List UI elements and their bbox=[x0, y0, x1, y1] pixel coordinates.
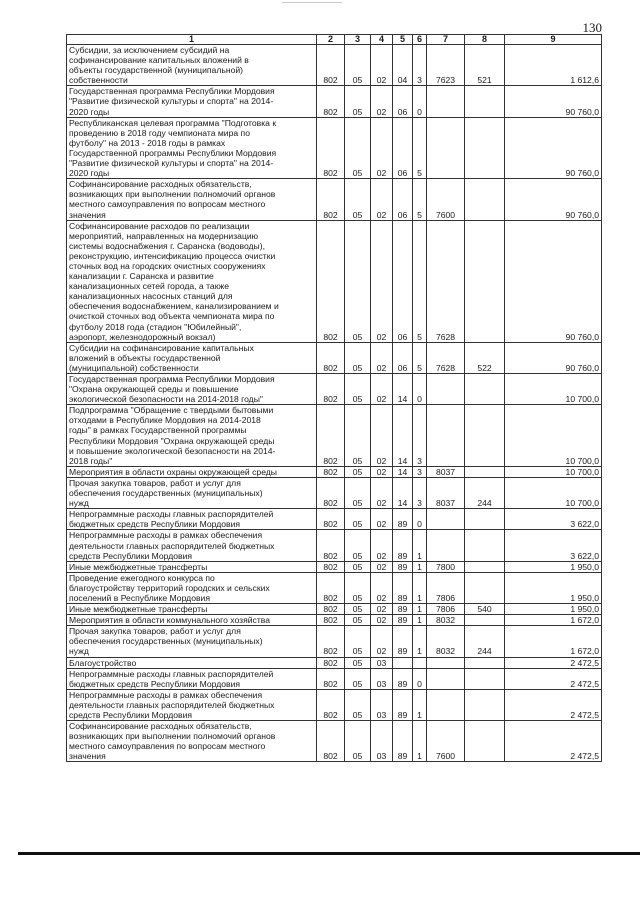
table-row bbox=[67, 374, 602, 405]
direction-cell: 8037 bbox=[427, 466, 465, 477]
amount-cell: 90 760,0 bbox=[505, 220, 602, 342]
table-row bbox=[67, 86, 602, 117]
column-header-9: 9 bbox=[505, 35, 602, 45]
program-cell: 89 bbox=[393, 721, 413, 762]
admin-code-cell: 802 bbox=[317, 626, 345, 657]
table-row bbox=[67, 405, 602, 467]
section-cell: 05 bbox=[345, 721, 371, 762]
program-cell: 06 bbox=[393, 342, 413, 373]
amount-cell: 90 760,0 bbox=[505, 179, 602, 220]
table-row bbox=[67, 604, 602, 615]
column-header-6: 6 bbox=[413, 35, 427, 45]
expense-type-cell bbox=[465, 374, 505, 405]
direction-cell: 7600 bbox=[427, 721, 465, 762]
table-row bbox=[67, 530, 602, 561]
subsection-cell: 02 bbox=[371, 615, 393, 626]
expense-type-cell bbox=[465, 405, 505, 467]
section-cell: 05 bbox=[345, 405, 371, 467]
subsection-cell: 02 bbox=[371, 626, 393, 657]
section-cell: 05 bbox=[345, 668, 371, 689]
amount-cell: 90 760,0 bbox=[505, 117, 602, 179]
amount-cell: 1 612,6 bbox=[505, 45, 602, 86]
section-cell: 05 bbox=[345, 561, 371, 572]
program-cell: 14 bbox=[393, 477, 413, 508]
item-name-cell: Непрограммные расходы в рамках обеспечения деятельности главных распорядителей бюджетных средств Республики Мордовия bbox=[67, 689, 317, 720]
item-name-cell: Государственная программа Республики Мордовия "Охрана окружающей среды и повышение экологической безопасности на 2014-2018 годы" bbox=[67, 374, 317, 405]
expense-type-cell: 244 bbox=[465, 477, 505, 508]
expense-type-cell bbox=[465, 530, 505, 561]
direction-cell: 7600 bbox=[427, 179, 465, 220]
program-cell bbox=[393, 657, 413, 668]
direction-cell bbox=[427, 657, 465, 668]
amount-cell: 2 472,5 bbox=[505, 721, 602, 762]
subsection-cell: 02 bbox=[371, 179, 393, 220]
page-number: 130 bbox=[582, 20, 602, 35]
program-cell: 14 bbox=[393, 466, 413, 477]
program-cell: 89 bbox=[393, 530, 413, 561]
subprogram-cell: 0 bbox=[413, 86, 427, 117]
admin-code-cell: 802 bbox=[317, 179, 345, 220]
amount-cell: 10 700,0 bbox=[505, 477, 602, 508]
expense-type-cell: 244 bbox=[465, 626, 505, 657]
program-cell: 89 bbox=[393, 615, 413, 626]
bottom-border-line bbox=[18, 852, 640, 855]
subsection-cell: 02 bbox=[371, 604, 393, 615]
amount-cell: 2 472,5 bbox=[505, 689, 602, 720]
program-cell: 89 bbox=[393, 561, 413, 572]
direction-cell: 8037 bbox=[427, 477, 465, 508]
item-name-cell: Субсидии на софинансирование капитальных вложений в объекты государственной (муниципальной) собственности bbox=[67, 342, 317, 373]
program-cell: 89 bbox=[393, 689, 413, 720]
program-cell: 14 bbox=[393, 405, 413, 467]
section-cell: 05 bbox=[345, 530, 371, 561]
admin-code-cell: 802 bbox=[317, 86, 345, 117]
subprogram-cell: 3 bbox=[413, 477, 427, 508]
table-header-row bbox=[67, 35, 602, 45]
subsection-cell: 03 bbox=[371, 657, 393, 668]
subprogram-cell: 5 bbox=[413, 179, 427, 220]
table-row bbox=[67, 509, 602, 530]
direction-cell bbox=[427, 509, 465, 530]
program-cell: 06 bbox=[393, 86, 413, 117]
subsection-cell: 02 bbox=[371, 561, 393, 572]
admin-code-cell: 802 bbox=[317, 45, 345, 86]
program-cell: 89 bbox=[393, 604, 413, 615]
direction-cell: 7628 bbox=[427, 342, 465, 373]
amount-cell: 3 622,0 bbox=[505, 509, 602, 530]
direction-cell bbox=[427, 689, 465, 720]
subprogram-cell: 1 bbox=[413, 561, 427, 572]
subsection-cell: 02 bbox=[371, 220, 393, 342]
expense-type-cell bbox=[465, 689, 505, 720]
section-cell: 05 bbox=[345, 572, 371, 603]
direction-cell bbox=[427, 405, 465, 467]
column-header-2: 2 bbox=[317, 35, 345, 45]
direction-cell bbox=[427, 530, 465, 561]
direction-cell bbox=[427, 668, 465, 689]
item-name-cell: Софинансирование расходных обязательств, возникающих при выполнении полномочий органов местного самоуправления по вопросам местного значения bbox=[67, 179, 317, 220]
item-name-cell: Субсидии, за исключением субсидий на софинансирование капитальных вложений в объекты государственной (муниципальной) собственности bbox=[67, 45, 317, 86]
expense-type-cell bbox=[465, 179, 505, 220]
subprogram-cell: 3 bbox=[413, 405, 427, 467]
admin-code-cell: 802 bbox=[317, 668, 345, 689]
subprogram-cell: 1 bbox=[413, 604, 427, 615]
admin-code-cell: 802 bbox=[317, 572, 345, 603]
subprogram-cell: 0 bbox=[413, 668, 427, 689]
expense-type-cell bbox=[465, 117, 505, 179]
subprogram-cell: 1 bbox=[413, 615, 427, 626]
subprogram-cell: 0 bbox=[413, 509, 427, 530]
amount-cell: 1 672,0 bbox=[505, 615, 602, 626]
table-row bbox=[67, 477, 602, 508]
section-cell: 05 bbox=[345, 179, 371, 220]
subsection-cell: 03 bbox=[371, 668, 393, 689]
table-row bbox=[67, 572, 602, 603]
expense-type-cell bbox=[465, 668, 505, 689]
table-row bbox=[67, 689, 602, 720]
section-cell: 05 bbox=[345, 466, 371, 477]
subsection-cell: 02 bbox=[371, 530, 393, 561]
item-name-cell: Непрограммные расходы в рамках обеспечения деятельности главных распорядителей бюджетных средств Республики Мордовия bbox=[67, 530, 317, 561]
subsection-cell: 02 bbox=[371, 509, 393, 530]
section-cell: 05 bbox=[345, 374, 371, 405]
section-cell: 05 bbox=[345, 86, 371, 117]
amount-cell: 1 950,0 bbox=[505, 561, 602, 572]
expense-type-cell bbox=[465, 615, 505, 626]
subprogram-cell: 3 bbox=[413, 45, 427, 86]
item-name-cell: Мероприятия в области охраны окружающей среды bbox=[67, 466, 317, 477]
subsection-cell: 02 bbox=[371, 405, 393, 467]
expense-type-cell bbox=[465, 220, 505, 342]
table-row bbox=[67, 561, 602, 572]
direction-cell: 8032 bbox=[427, 626, 465, 657]
section-cell: 05 bbox=[345, 477, 371, 508]
column-header-3: 3 bbox=[345, 35, 371, 45]
direction-cell: 7806 bbox=[427, 572, 465, 603]
column-header-7: 7 bbox=[427, 35, 465, 45]
program-cell: 06 bbox=[393, 179, 413, 220]
expense-type-cell bbox=[465, 509, 505, 530]
subsection-cell: 02 bbox=[371, 86, 393, 117]
table-row bbox=[67, 615, 602, 626]
item-name-cell: Благоустройство bbox=[67, 657, 317, 668]
item-name-cell: Республиканская целевая программа "Подготовка к проведению в 2018 году чемпионата мира по футболу" на 2013 - 2018 годы в рамках Государственной программы Республики Мордовия "Развитие физической культуры и спорта" на 2014- 2020 годы bbox=[67, 117, 317, 179]
subsection-cell: 03 bbox=[371, 689, 393, 720]
program-cell: 89 bbox=[393, 626, 413, 657]
column-header-8: 8 bbox=[465, 35, 505, 45]
section-cell: 05 bbox=[345, 657, 371, 668]
subsection-cell: 02 bbox=[371, 572, 393, 603]
direction-cell bbox=[427, 374, 465, 405]
section-cell: 05 bbox=[345, 220, 371, 342]
admin-code-cell: 802 bbox=[317, 721, 345, 762]
subprogram-cell: 1 bbox=[413, 626, 427, 657]
amount-cell: 90 760,0 bbox=[505, 342, 602, 373]
item-name-cell: Иные межбюджетные трансферты bbox=[67, 561, 317, 572]
direction-cell bbox=[427, 86, 465, 117]
column-header-4: 4 bbox=[371, 35, 393, 45]
subprogram-cell: 1 bbox=[413, 689, 427, 720]
amount-cell: 1 950,0 bbox=[505, 604, 602, 615]
amount-cell: 90 760,0 bbox=[505, 86, 602, 117]
section-cell: 05 bbox=[345, 117, 371, 179]
direction-cell: 7628 bbox=[427, 220, 465, 342]
amount-cell: 10 700,0 bbox=[505, 466, 602, 477]
budget-table bbox=[66, 34, 602, 762]
expense-type-cell bbox=[465, 466, 505, 477]
section-cell: 05 bbox=[345, 615, 371, 626]
column-header-5: 5 bbox=[393, 35, 413, 45]
amount-cell: 2 472,5 bbox=[505, 668, 602, 689]
expense-type-cell: 522 bbox=[465, 342, 505, 373]
expense-type-cell bbox=[465, 572, 505, 603]
column-header-1: 1 bbox=[67, 35, 317, 45]
section-cell: 05 bbox=[345, 604, 371, 615]
section-cell: 05 bbox=[345, 45, 371, 86]
admin-code-cell: 802 bbox=[317, 561, 345, 572]
direction-cell: 7800 bbox=[427, 561, 465, 572]
direction-cell bbox=[427, 117, 465, 179]
item-name-cell: Прочая закупка товаров, работ и услуг для обеспечения государственных (муниципальных) нужд bbox=[67, 626, 317, 657]
program-cell: 14 bbox=[393, 374, 413, 405]
subprogram-cell: 5 bbox=[413, 220, 427, 342]
item-name-cell: Подпрограмма "Обращение с твердыми бытовыми отходами в Республике Мордовия на 2014-2018 годы" в рамках Государственной программы Республики Мордовия "Охрана окружающей среды и повышение экологической безопасности на 2014- 2018 годы" bbox=[67, 405, 317, 467]
admin-code-cell: 802 bbox=[317, 530, 345, 561]
admin-code-cell: 802 bbox=[317, 374, 345, 405]
subsection-cell: 02 bbox=[371, 374, 393, 405]
table-row bbox=[67, 721, 602, 762]
section-cell: 05 bbox=[345, 689, 371, 720]
section-cell: 05 bbox=[345, 509, 371, 530]
program-cell: 89 bbox=[393, 509, 413, 530]
table-row bbox=[67, 668, 602, 689]
subsection-cell: 02 bbox=[371, 466, 393, 477]
admin-code-cell: 802 bbox=[317, 220, 345, 342]
amount-cell: 1 672,0 bbox=[505, 626, 602, 657]
subprogram-cell: 5 bbox=[413, 117, 427, 179]
item-name-cell: Государственная программа Республики Мордовия "Развитие физической культуры и спорта" на 2014- 2020 годы bbox=[67, 86, 317, 117]
table-row bbox=[67, 342, 602, 373]
program-cell: 06 bbox=[393, 220, 413, 342]
amount-cell: 3 622,0 bbox=[505, 530, 602, 561]
table-row bbox=[67, 220, 602, 342]
scan-artifact-line bbox=[282, 2, 342, 3]
item-name-cell: Софинансирование расходов по реализации мероприятий, направленных на модернизацию системы водоснабжения г. Саранска (водоводы), реконструкцию, интенсификацию процесса очистки сточных вод на городских очистных сооружениях канализации г. Саранска и развитие канализационных сетей города, а также канализационных насосных станций для обеспечения водоснабжением, канализированием и очисткой сточных вод объекта чемпионата мира по футболу 2018 года (стадион "Юбилейный", аэропорт, железнодорожный вокзал) bbox=[67, 220, 317, 342]
item-name-cell: Иные межбюджетные трансферты bbox=[67, 604, 317, 615]
amount-cell: 1 950,0 bbox=[505, 572, 602, 603]
expense-type-cell bbox=[465, 657, 505, 668]
admin-code-cell: 802 bbox=[317, 689, 345, 720]
admin-code-cell: 802 bbox=[317, 466, 345, 477]
item-name-cell: Мероприятия в области коммунального хозяйства bbox=[67, 615, 317, 626]
subsection-cell: 02 bbox=[371, 342, 393, 373]
amount-cell: 10 700,0 bbox=[505, 405, 602, 467]
program-cell: 06 bbox=[393, 117, 413, 179]
expense-type-cell bbox=[465, 561, 505, 572]
expense-type-cell bbox=[465, 721, 505, 762]
subprogram-cell bbox=[413, 657, 427, 668]
admin-code-cell: 802 bbox=[317, 657, 345, 668]
item-name-cell: Проведение ежегодного конкурса по благоустройству территорий городских и сельских поселений в Республике Мордовия bbox=[67, 572, 317, 603]
subprogram-cell: 1 bbox=[413, 530, 427, 561]
direction-cell: 8032 bbox=[427, 615, 465, 626]
admin-code-cell: 802 bbox=[317, 342, 345, 373]
direction-cell: 7806 bbox=[427, 604, 465, 615]
admin-code-cell: 802 bbox=[317, 117, 345, 179]
subprogram-cell: 1 bbox=[413, 721, 427, 762]
table-row bbox=[67, 117, 602, 179]
table-row bbox=[67, 657, 602, 668]
item-name-cell: Прочая закупка товаров, работ и услуг для обеспечения государственных (муниципальных) нужд bbox=[67, 477, 317, 508]
program-cell: 89 bbox=[393, 572, 413, 603]
subprogram-cell: 1 bbox=[413, 572, 427, 603]
subsection-cell: 02 bbox=[371, 45, 393, 86]
subsection-cell: 02 bbox=[371, 117, 393, 179]
amount-cell: 10 700,0 bbox=[505, 374, 602, 405]
admin-code-cell: 802 bbox=[317, 604, 345, 615]
expense-type-cell bbox=[465, 86, 505, 117]
item-name-cell: Непрограммные расходы главных распорядителей бюджетных средств Республики Мордовия bbox=[67, 509, 317, 530]
subprogram-cell: 0 bbox=[413, 374, 427, 405]
admin-code-cell: 802 bbox=[317, 405, 345, 467]
program-cell: 04 bbox=[393, 45, 413, 86]
table-row bbox=[67, 466, 602, 477]
admin-code-cell: 802 bbox=[317, 509, 345, 530]
table-row bbox=[67, 179, 602, 220]
section-cell: 05 bbox=[345, 342, 371, 373]
admin-code-cell: 802 bbox=[317, 615, 345, 626]
direction-cell: 7623 bbox=[427, 45, 465, 86]
table-row bbox=[67, 45, 602, 86]
subsection-cell: 03 bbox=[371, 721, 393, 762]
expense-type-cell: 521 bbox=[465, 45, 505, 86]
table-row bbox=[67, 626, 602, 657]
amount-cell: 2 472,5 bbox=[505, 657, 602, 668]
subsection-cell: 02 bbox=[371, 477, 393, 508]
admin-code-cell: 802 bbox=[317, 477, 345, 508]
section-cell: 05 bbox=[345, 626, 371, 657]
item-name-cell: Софинансирование расходных обязательств, возникающих при выполнении полномочий органов местного самоуправления по вопросам местного значения bbox=[67, 721, 317, 762]
item-name-cell: Непрограммные расходы главных распорядителей бюджетных средств Республики Мордовия bbox=[67, 668, 317, 689]
subprogram-cell: 3 bbox=[413, 466, 427, 477]
subprogram-cell: 5 bbox=[413, 342, 427, 373]
expense-type-cell: 540 bbox=[465, 604, 505, 615]
program-cell: 89 bbox=[393, 668, 413, 689]
